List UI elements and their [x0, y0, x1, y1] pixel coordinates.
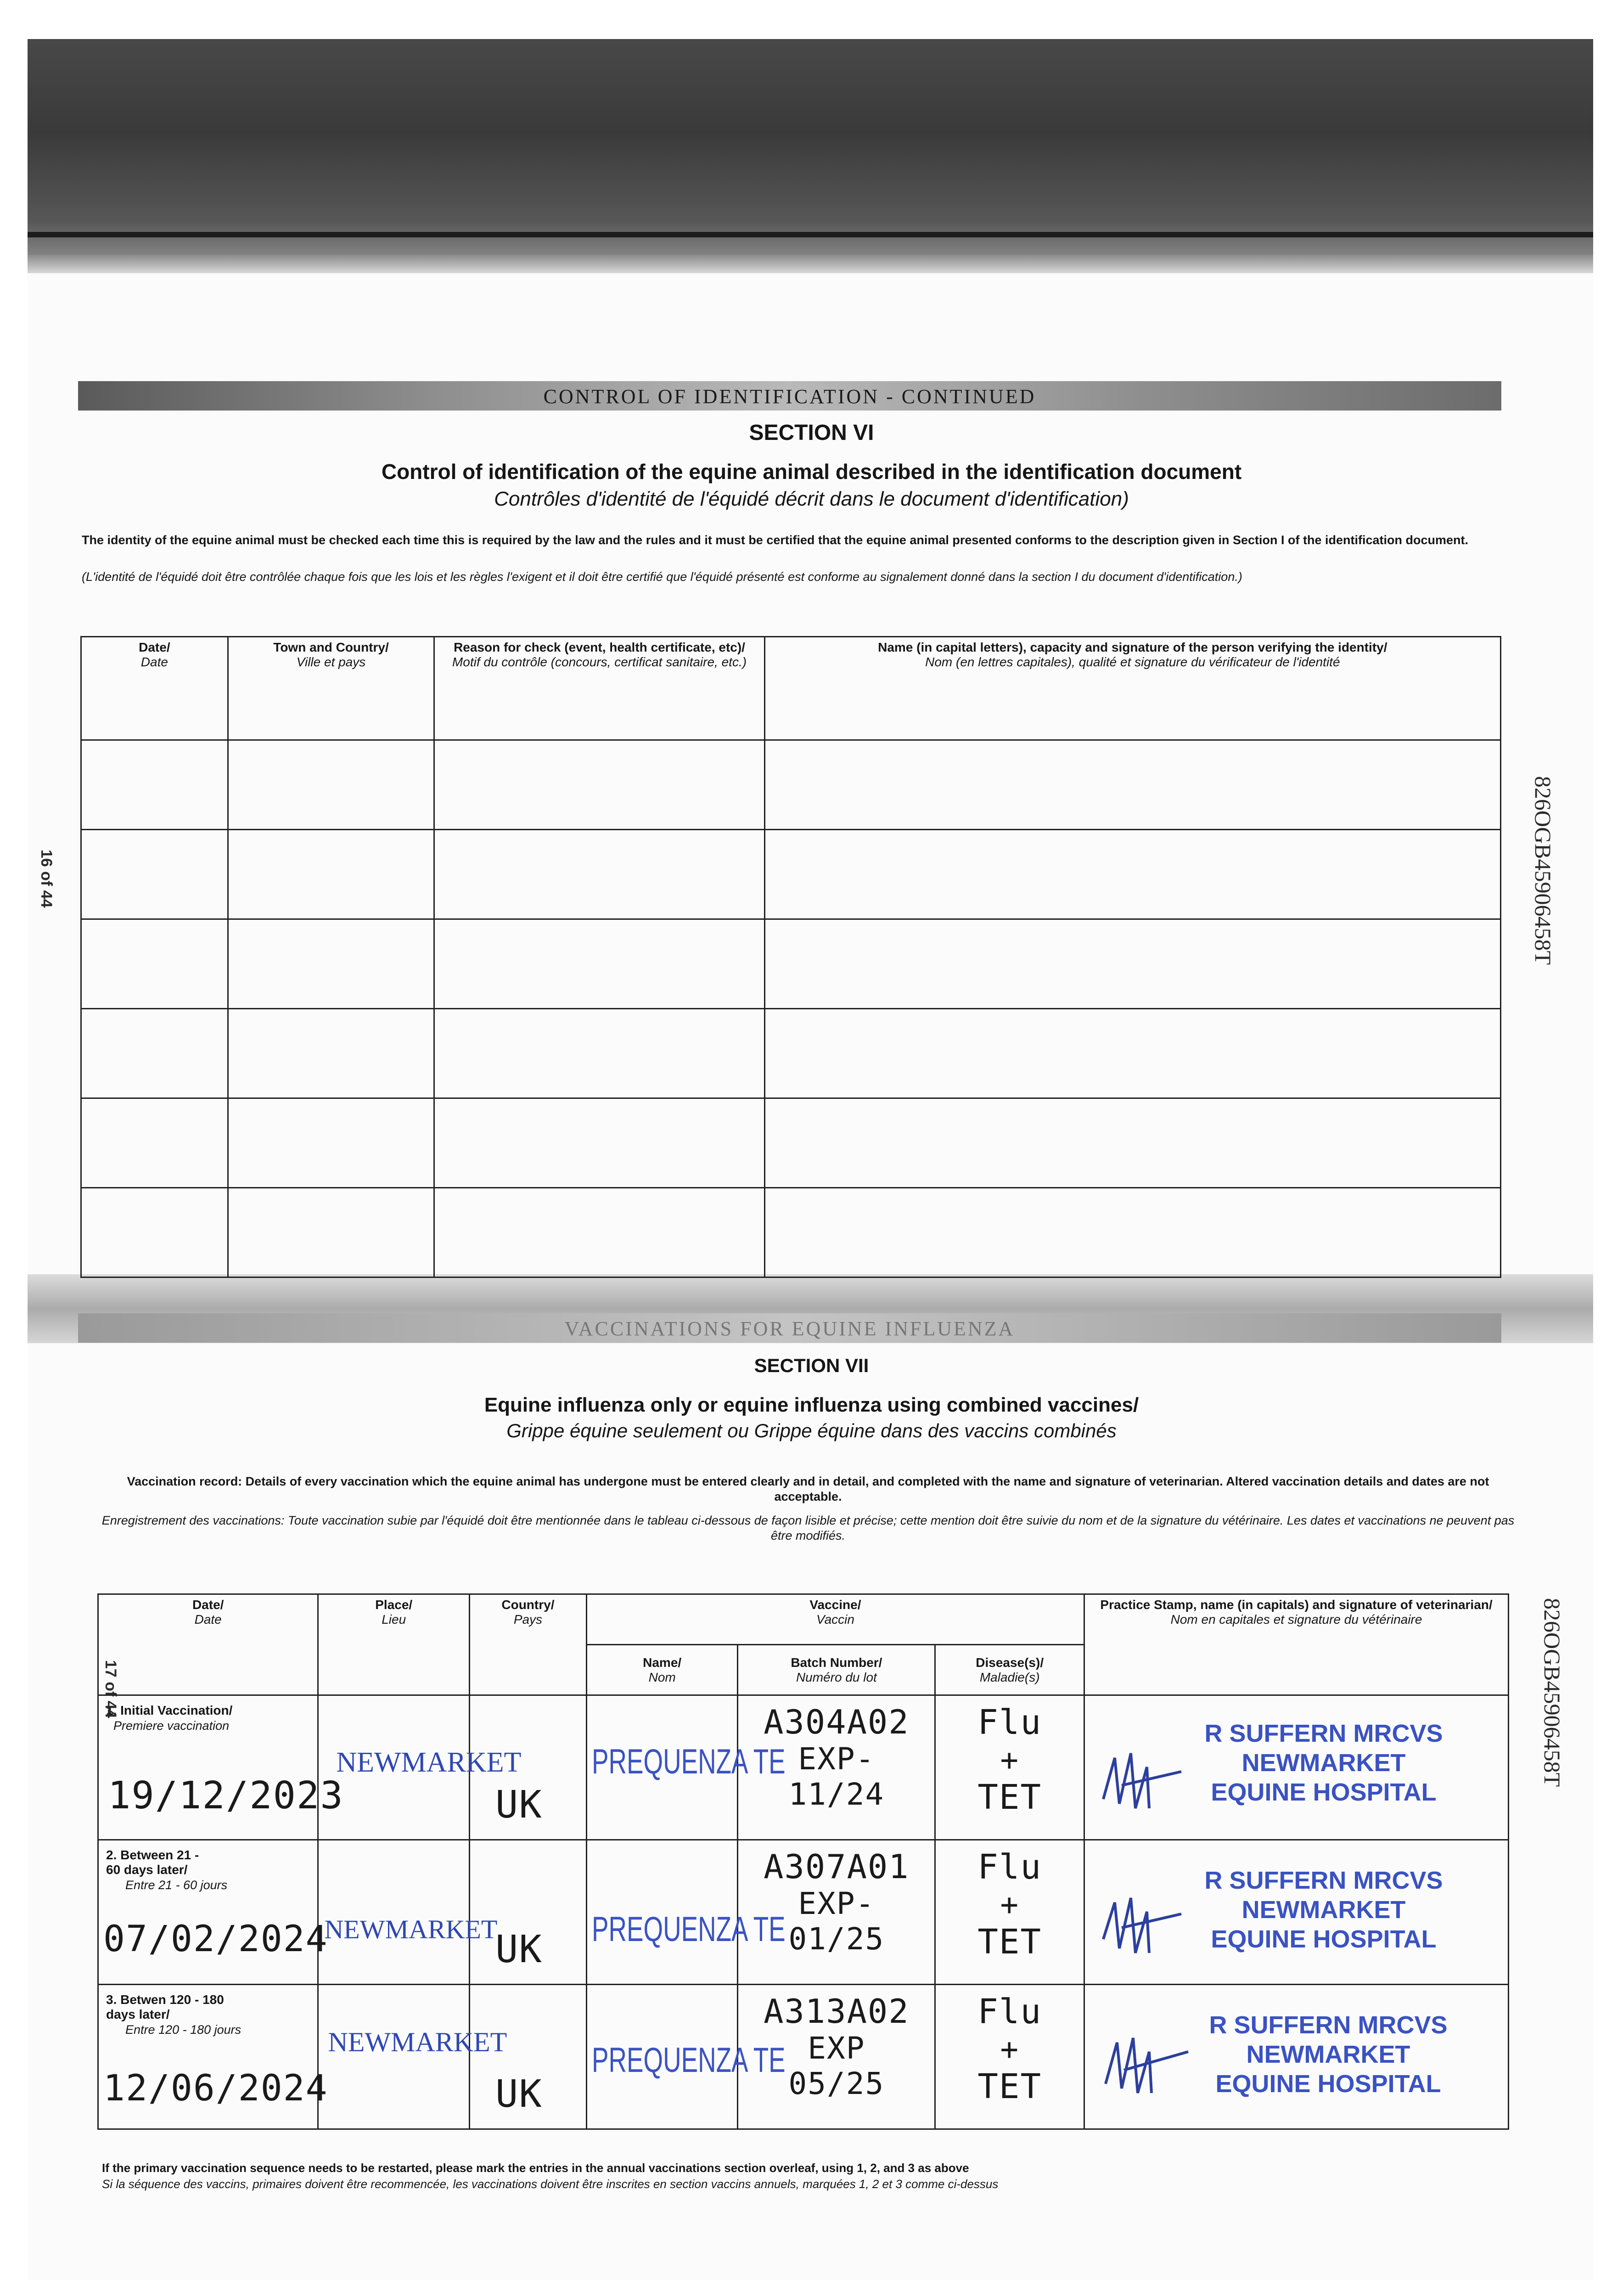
table-row: [81, 919, 1501, 1009]
page-title-2: Equine influenza only or equine influenza using combined vaccines/: [484, 1394, 1139, 1416]
vaccination-date: 19/12/2023: [108, 1774, 344, 1818]
footnote: If the primary vaccination sequence needs to be restarted, please mark the entries in the annual vaccinations section overleaf, using 1, 2, and 3 as above: [102, 2161, 969, 2175]
col-vaccine: Vaccine/ Vaccin: [586, 1594, 1084, 1645]
disease-plus: +: [1000, 2032, 1020, 2067]
col-date: Date/ Date: [81, 637, 228, 740]
intro-text-fr: (L'identité de l'équidé doit être contrôlée chaque fois que les lois et les règles l'exigent et il doit être certifié que l'équidé présenté est conforme au signalement donné dans la section I du document d'identification.): [82, 570, 1242, 584]
col-country: Country/ Pays: [470, 1594, 587, 1695]
vaccination-date: 07/02/2024: [103, 1919, 328, 1960]
section-header-bar-2: [78, 1313, 1501, 1343]
exp-label: EXP-: [798, 1741, 875, 1777]
batch-number: A304A02: [764, 1703, 910, 1741]
section-title: SECTION VI: [749, 421, 874, 445]
header-bar-text: CONTROL OF IDENTIFICATION - CONTINUED: [543, 385, 1036, 408]
disease-tet: TET: [977, 2067, 1042, 2106]
vaccine-sticker: PREQUENZA TE: [591, 2041, 786, 2080]
disease-plus: +: [1000, 1742, 1020, 1778]
disease-flu: Flu: [977, 1703, 1042, 1742]
col-disease: Disease(s)/ Maladie(s): [935, 1645, 1084, 1695]
vaccine-sticker: PREQUENZA TE: [591, 1742, 786, 1781]
col-verifier: Name (in capital letters), capacity and signature of the person verifying the identity/ Nom (en lettres capitales), qualité et signature du vérificateur de l'identité: [764, 637, 1500, 740]
exp-date: 11/24: [788, 1777, 885, 1812]
vaccination-row-2: [98, 1840, 1509, 1985]
row-label: 3. Betwen 120 - 180 days later/: [106, 1992, 224, 2021]
row-label-fr: Entre 21 - 60 jours: [125, 1878, 228, 1892]
section-header-bar: [78, 381, 1501, 411]
col-date: Date/ Date: [98, 1594, 318, 1695]
table-row: [81, 830, 1501, 919]
footnote-fr: Si la séquence des vaccins, primaires doivent être recommencée, les vaccinations doivent être inscrites en section vaccins annuels, marquées 1, 2 et 3 comme ci-dessus: [102, 2177, 999, 2191]
exp-label: EXP-: [798, 1886, 875, 1921]
identity-check-table: [80, 636, 1501, 1278]
table-row: [81, 1009, 1501, 1098]
batch-number: A313A02: [764, 1992, 910, 2031]
row-label-fr: Entre 120 - 180 jours: [125, 2023, 241, 2037]
page-title-2-fr: Grippe équine seulement ou Grippe équine dans des vaccins combinés: [506, 1420, 1117, 1441]
row-label: 1. Initial Vaccination/: [106, 1703, 233, 1717]
passport-id-2: 826OGB45906458T: [1539, 1598, 1565, 1787]
passport-id: 826OGB45906458T: [1530, 776, 1556, 965]
vet-signature: [1096, 2024, 1193, 2107]
vet-stamp: R SUFFERN MRCVS NEWMARKET EQUINE HOSPITAL: [1204, 1720, 1443, 1806]
page-title-fr: Contrôles d'identité de l'équidé décrit dans le document d'identification): [494, 488, 1129, 510]
table-row: [81, 1098, 1501, 1188]
page-number-2: 17 of 44: [102, 1660, 119, 1718]
vaccination-row-3: [98, 1985, 1509, 2129]
col-batch: Batch Number/ Numéro du lot: [738, 1645, 935, 1695]
col-reason: Reason for check (event, health certificate, etc)/ Motif du contrôle (concours, certificat sanitaire, etc.): [434, 637, 764, 740]
header-bar-text-2: VACCINATIONS FOR EQUINE INFLUENZA: [564, 1317, 1015, 1340]
intro-text-2: Vaccination record: Details of every vaccination which the equine animal has undergone must be entered clearly and in detail, and completed with the name and signature of veterinarian. Altered vaccination details and dates are not acceptable.: [127, 1474, 1489, 1503]
vaccination-table: [97, 1593, 1509, 2130]
disease-flu: Flu: [977, 1847, 1042, 1887]
col-town: Town and Country/ Ville et pays: [228, 637, 434, 740]
place-stamp: NEWMARKET: [324, 1914, 498, 1944]
vet-stamp: R SUFFERN MRCVS NEWMARKET EQUINE HOSPITAL: [1209, 2011, 1448, 2098]
place-stamp: NEWMARKET: [328, 2027, 507, 2057]
row-label: 2. Between 21 - 60 days later/: [106, 1848, 199, 1877]
exp-label: EXP: [808, 2031, 865, 2066]
disease-flu: Flu: [977, 1992, 1042, 2032]
row-label-fr: Premiere vaccination: [113, 1719, 230, 1733]
table-row: [81, 1188, 1501, 1277]
intro-text-2-fr: Enregistrement des vaccinations: Toute vaccination subie par l'équidé doit être mentionnée dans le tableau ci-dessous de façon lisible et précise; cette mention doit être suivie du nom et de la signature du vétérinaire. Les dates et vaccinations ne peuvent pas être modifiés.: [101, 1514, 1515, 1542]
batch-number: A307A01: [764, 1847, 910, 1886]
exp-date: 01/25: [788, 1921, 885, 1957]
vaccine-sticker: PREQUENZA TE: [591, 1910, 786, 1949]
vet-signature: [1094, 1739, 1186, 1822]
table-row: [81, 740, 1501, 830]
place-stamp: NEWMARKET: [336, 1747, 522, 1778]
country: UK: [495, 2072, 543, 2116]
vet-signature: [1094, 1884, 1186, 1967]
vet-stamp: R SUFFERN MRCVS NEWMARKET EQUINE HOSPITAL: [1204, 1867, 1443, 1953]
vaccination-row-1: [98, 1695, 1509, 1840]
page-number: 16 of 44: [38, 850, 55, 908]
section-title-2: SECTION VII: [754, 1355, 869, 1376]
col-vaccine-name: Name/ Nom: [586, 1645, 738, 1695]
col-stamp: Practice Stamp, name (in capitals) and signature of veterinarian/ Nom en capitales et signature du vétérinaire: [1084, 1594, 1509, 1695]
disease-plus: +: [1000, 1887, 1020, 1922]
country: UK: [495, 1783, 543, 1827]
disease-tet: TET: [977, 1922, 1042, 1962]
intro-text: The identity of the equine animal must be checked each time this is required by the law and the rules and it must be certified that the equine animal presented conforms to the description given in Section I of the identification document.: [82, 533, 1469, 547]
vaccination-date: 12/06/2024: [103, 2068, 328, 2109]
exp-date: 05/25: [788, 2066, 885, 2101]
scanner-top-shadow: [28, 39, 1593, 273]
col-place: Place/ Lieu: [318, 1594, 470, 1695]
disease-tet: TET: [977, 1778, 1042, 1817]
page-title: Control of identification of the equine animal described in the identification document: [381, 460, 1242, 484]
country: UK: [495, 1928, 543, 1971]
